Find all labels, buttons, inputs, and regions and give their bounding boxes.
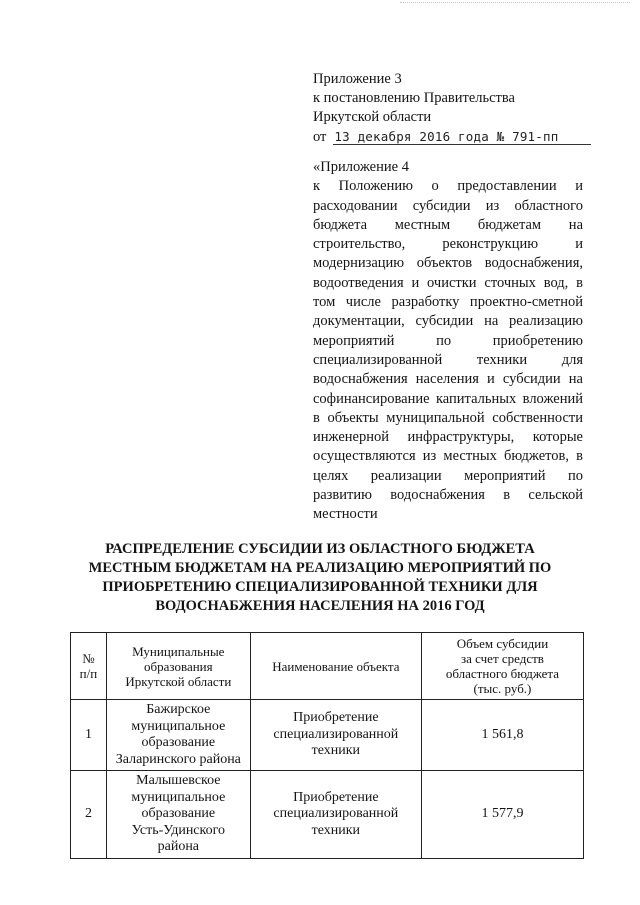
cell-num: 2: [71, 771, 107, 859]
cell-object: Приобретение специализированной техники: [250, 700, 421, 771]
cell-num: 1: [71, 700, 107, 771]
date-prefix: от: [313, 129, 327, 145]
table-row: [71, 700, 584, 771]
title-line-1: РАСПРЕДЕЛЕНИЕ СУБСИДИИ ИЗ ОБЛАСТНОГО БЮДЖЕТА: [105, 541, 535, 557]
header-num: № п/п: [71, 633, 107, 700]
header-object: Наименование объекта: [250, 633, 421, 700]
cell-object: Приобретение специализированной техники: [250, 771, 421, 859]
scan-artifact: [400, 2, 630, 7]
subsidy-table: [70, 632, 584, 859]
appendix-3-line-1: Приложение 3: [313, 71, 402, 87]
appendix-3-date-line: [313, 127, 598, 147]
title-line-4: ВОДОСНАБЖЕНИЯ НАСЕЛЕНИЯ НА 2016 ГОД: [155, 598, 485, 614]
appendix-3-line-2: к постановлению Правительства: [313, 90, 515, 106]
cell-amount: 1 561,8: [421, 700, 583, 771]
title-line-3: ПРИОБРЕТЕНИЮ СПЕЦИАЛИЗИРОВАННОЙ ТЕХНИКИ ДЛЯ: [102, 579, 538, 595]
title-line-2: МЕСТНЫМ БЮДЖЕТАМ НА РЕАЛИЗАЦИЮ МЕРОПРИЯТИЙ ПО: [88, 560, 552, 576]
table-header-row: [71, 633, 584, 700]
handwritten-date: 13 декабря 2016 года № 791-пп: [334, 129, 559, 144]
appendix-4-block: [313, 158, 583, 525]
appendix-3-block: [313, 70, 598, 147]
cell-municipality: Малышевское муниципальное образование Усть-Удинского района: [106, 771, 250, 859]
date-underline: [333, 144, 591, 145]
cell-amount: 1 577,9: [421, 771, 583, 859]
table-row: [71, 771, 584, 859]
header-municipality: Муниципальные образования Иркутской области: [106, 633, 250, 700]
cell-municipality: Бажирское муниципальное образование Заларинского района: [106, 700, 250, 771]
header-amount: Объем субсидии за счет средств областного бюджета (тыс. руб.): [421, 633, 583, 700]
appendix-4-heading: «Приложение 4: [313, 159, 409, 175]
appendix-4-text: к Положению о предоставлении и расходовании субсидии из областного бюджета местным бюджетам на строительство, реконструкцию и модернизацию объектов водоснабжения, водоотведения и очистки сточных вод, в том числе разработку проектно-сметной документации, субсидии на реализацию мероприятий по приобретению специализированной техники для водоснабжения населения и субсидии на софинансирование капитальных вложений в объекты муниципальной собственности инженерной инфраструктуры, которые осуществляются из местных бюджетов, в целях реализации мероприятий по развитию водоснабжения в сельской местности: [313, 178, 583, 523]
appendix-3-line-3: Иркутской области: [313, 109, 432, 125]
document-title: [60, 540, 580, 616]
